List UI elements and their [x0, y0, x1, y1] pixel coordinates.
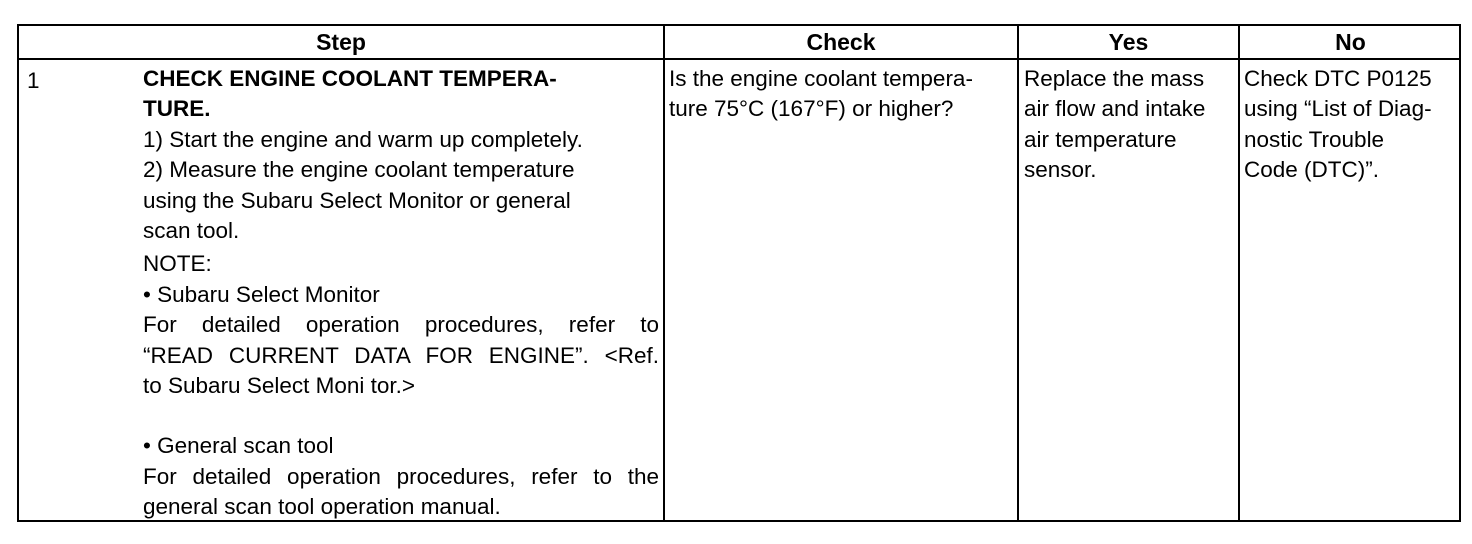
diagnostic-table	[17, 24, 1461, 522]
no-line2: using “List of Diag-	[1244, 96, 1432, 122]
column-divider-yes	[1017, 26, 1019, 520]
column-divider-no	[1238, 26, 1240, 520]
step-instruction-2-cont: using the Subaru Select Monitor or general	[143, 187, 571, 213]
note-label: NOTE:	[143, 251, 212, 277]
subaru-monitor-text-1: For detailed operation procedures, refer to	[143, 312, 659, 338]
step-content	[143, 64, 659, 523]
no-content	[1244, 64, 1458, 186]
general-scan-tool-text-1: For detailed operation procedures, refer to the	[143, 463, 659, 489]
step-number: 1	[27, 68, 40, 93]
bullet-general-scan-tool: • General scan tool	[143, 433, 334, 459]
no-line3: nostic Trouble	[1244, 126, 1385, 152]
header-check: Check	[806, 29, 876, 55]
subaru-monitor-text-3: to Subaru Select Moni tor.>	[143, 373, 416, 399]
step-instruction-1: 1) Start the engine and warm up completely.	[143, 126, 583, 152]
subaru-monitor-text-2: “READ CURRENT DATA FOR ENGINE”. <Ref.	[143, 342, 659, 368]
no-line1: Check DTC P0125	[1244, 66, 1432, 91]
column-divider-check	[663, 26, 665, 520]
yes-line1: Replace the mass	[1024, 66, 1205, 91]
step-title-line1: CHECK ENGINE COOLANT TEMPERA-	[143, 66, 557, 91]
step-title-line2: TURE.	[143, 96, 211, 122]
yes-content	[1024, 64, 1236, 186]
header-step: Step	[316, 29, 366, 55]
check-content	[669, 64, 1013, 125]
check-line1: Is the engine coolant tempera-	[669, 66, 973, 91]
check-line2: ture 75°C (167°F) or higher?	[669, 96, 954, 122]
header-yes: Yes	[1108, 29, 1149, 55]
yes-line3: air temperature	[1024, 126, 1177, 152]
general-scan-tool-text-2: general scan tool operation manual.	[143, 494, 501, 520]
step-instruction-2-end: scan tool.	[143, 218, 240, 244]
bullet-subaru-monitor: • Subaru Select Monitor	[143, 281, 380, 307]
header-no: No	[1335, 29, 1366, 55]
yes-line2: air flow and intake	[1024, 96, 1206, 122]
step-instruction-2: 2) Measure the engine coolant temperature	[143, 157, 575, 183]
no-line4: Code (DTC)”.	[1244, 157, 1380, 183]
yes-line4: sensor.	[1024, 157, 1097, 183]
